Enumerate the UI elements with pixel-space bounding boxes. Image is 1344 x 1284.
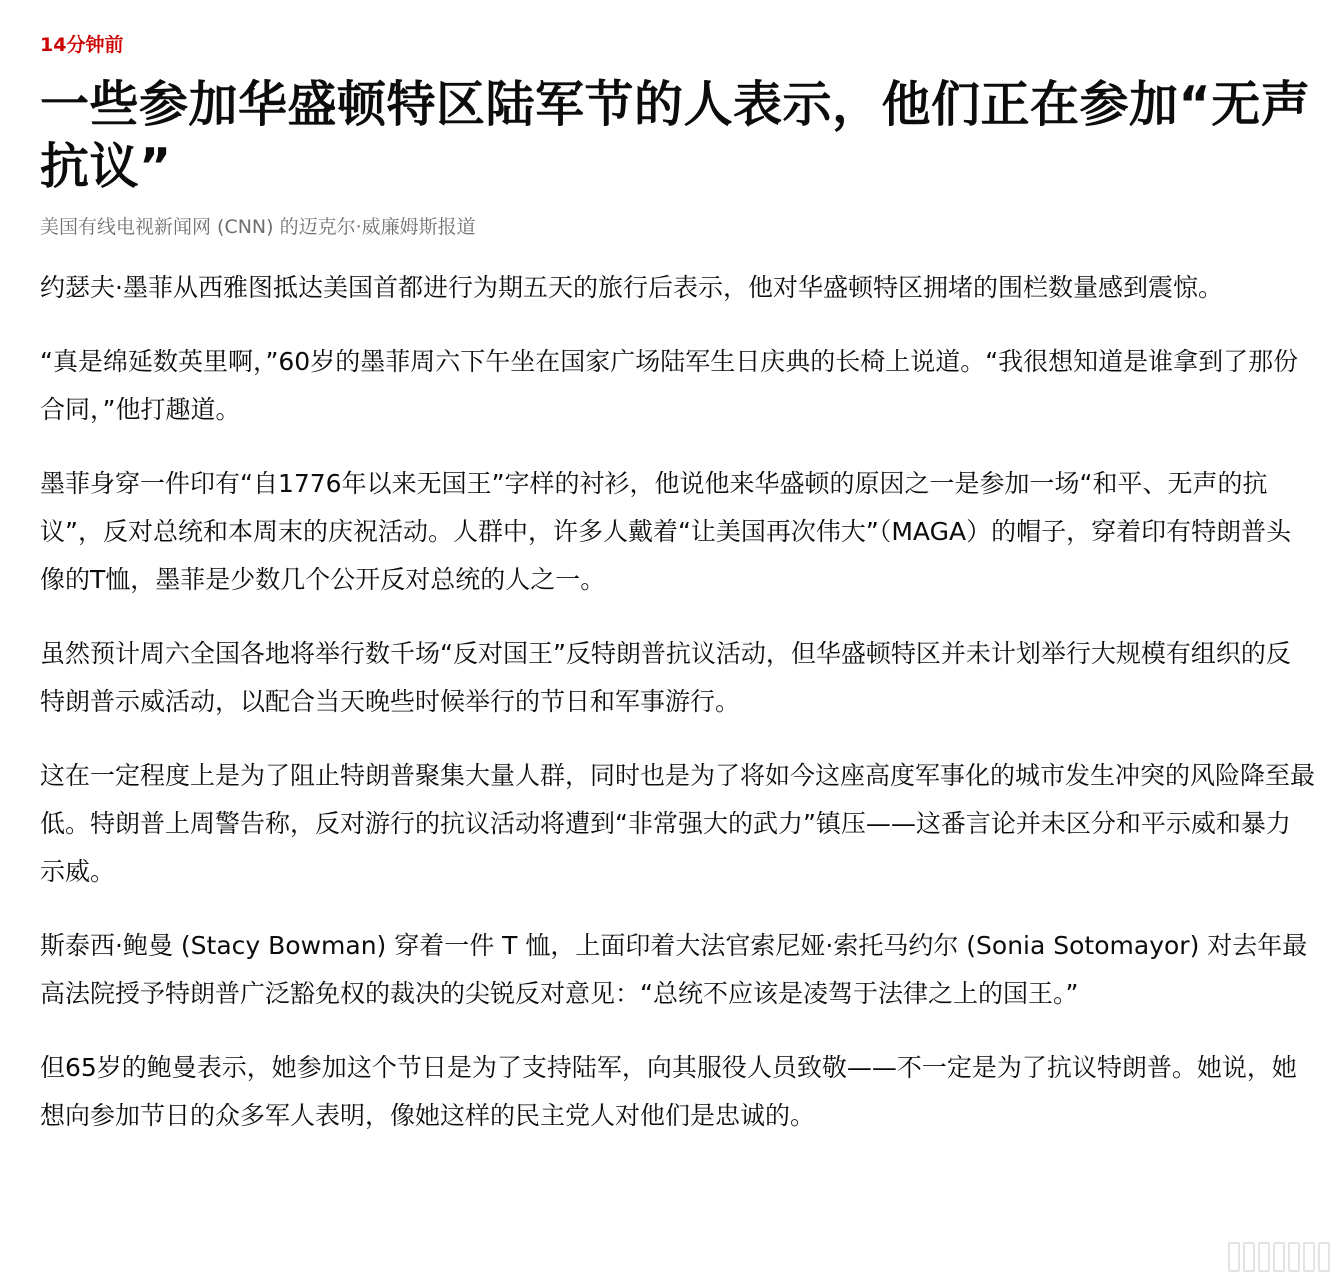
- paragraph-5: 这在一定程度上是为了阻止特朗普聚集大量人群，同时也是为了将如今这座高度军事化的城市发生冲突的风险降至最低。特朗普上周警告称，反对游行的抗议活动将遭到“非常强大的武力”镇压——这番言论并未区分和平示威和暴力示威。: [40, 761, 1316, 886]
- paragraph-1: 约瑟夫·墨菲从西雅图抵达美国首都进行为期五天的旅行后表示，他对华盛顿特区拥堵的围栏数量感到震惊。: [40, 273, 1223, 302]
- headline: 一些参加华盛顿特区陆军节的人表示，他们正在参加“无声抗议”: [40, 76, 1311, 195]
- paragraph-2: “真是绵延数英里啊，”60岁的墨菲周六下午坐在国家广场陆军生日庆典的长椅上说道。“我很想知道是谁拿到了那份合同，”他打趣道。: [40, 347, 1299, 424]
- article: [40, 30, 1315, 1166]
- watermark-logo: [1228, 1242, 1330, 1272]
- byline: 美国有线电视新闻网 (CNN) 的迈克尔·威廉姆斯报道: [40, 216, 476, 238]
- paragraph-6: 斯泰西·鲍曼 (Stacy Bowman) 穿着一件 T 恤，上面印着大法官索尼娅·索托马约尔 (Sonia Sotomayor) 对去年最高法院授予特朗普广泛豁免权的裁决的尖锐反对意见：“总统不应该是凌驾于法律之上的国王。”: [40, 931, 1308, 1008]
- timestamp: 14分钟前: [40, 34, 124, 56]
- paragraph-4: 虽然预计周六全国各地将举行数千场“反对国王”反特朗普抗议活动，但华盛顿特区并未计划举行大规模有组织的反特朗普示威活动，以配合当天晚些时候举行的节日和军事游行。: [40, 639, 1291, 716]
- paragraph-3: 墨菲身穿一件印有“自1776年以来无国王”字样的衬衫，他说他来华盛顿的原因之一是参加一场“和平、无声的抗议”，反对总统和本周末的庆祝活动。人群中，许多人戴着“让美国再次伟大”（MAGA）的帽子，穿着印有特朗普头像的T恤，墨菲是少数几个公开反对总统的人之一。: [40, 469, 1292, 594]
- paragraph-7: 但65岁的鲍曼表示，她参加这个节日是为了支持陆军，向其服役人员致敬——不一定是为了抗议特朗普。她说，她想向参加节日的众多军人表明，像她这样的民主党人对他们是忠诚的。: [40, 1053, 1297, 1130]
- article-body: [40, 264, 1315, 1140]
